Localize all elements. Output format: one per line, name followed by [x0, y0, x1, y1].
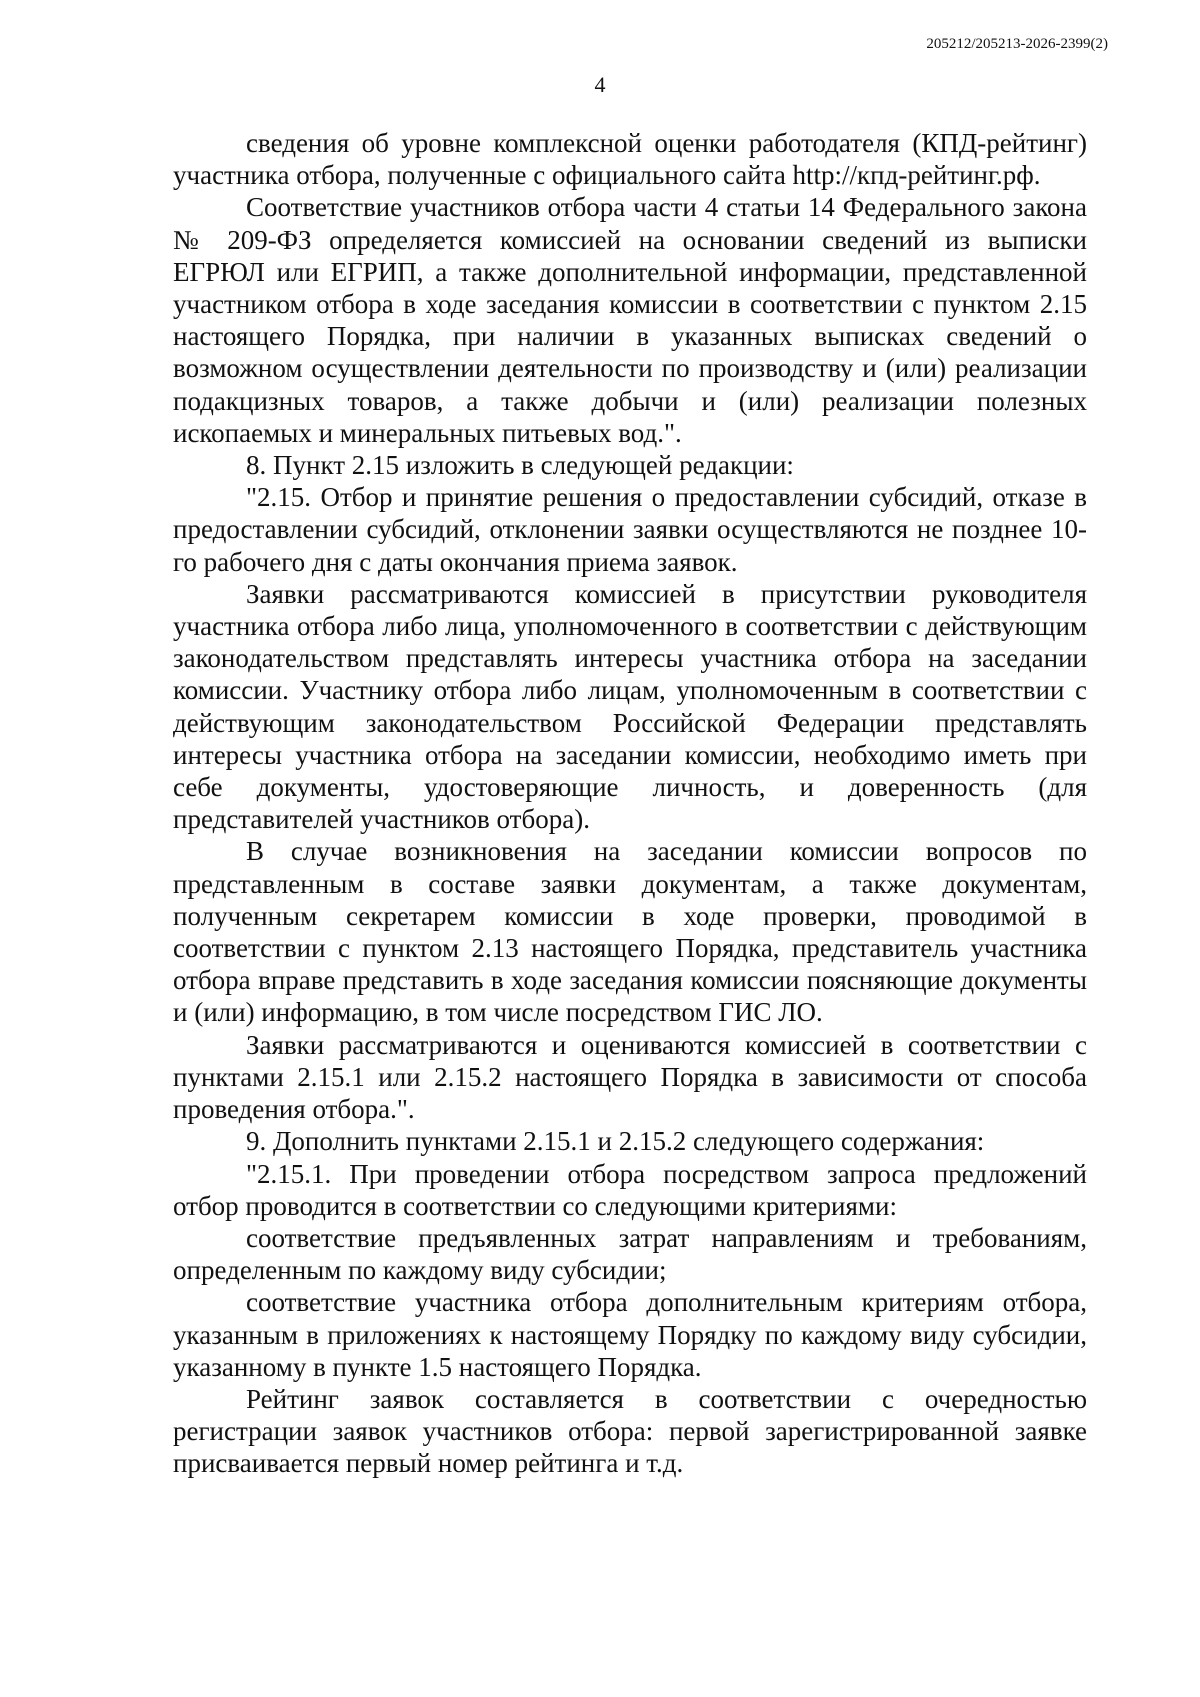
paragraph: Заявки рассматриваются комиссией в присутствии руководителя участника отбора либо лица, уполномоченного в соответствии с действующим законодательством представлять интересы участника отбора на заседании комиссии. Участнику отбора либо лицам, уполномоченным в соответствии с действующим законодательством Российской Федерации представлять интересы участника отбора на заседании комиссии, необходимо иметь при себе документы, удостоверяющие личность, и доверенность (для представителей участников отбора). [173, 578, 1087, 835]
paragraph: Соответствие участников отбора части 4 статьи 14 Федерального закона № 209-ФЗ определяется комиссией на основании сведений из выписки ЕГРЮЛ или ЕГРИП, а также дополнительной информации, представленной участником отбора в ходе заседания комиссии в соответствии с пунктом 2.15 настоящего Порядка, при наличии в указанных выписках сведений о возможном осуществлении деятельности по производству и (или) реализации подакцизных товаров, а также добычи и (или) реализации полезных ископаемых и минеральных питьевых вод.". [173, 192, 1087, 448]
paragraph: соответствие предъявленных затрат направлениям и требованиям, определенным по каждому виду субсидии; [173, 1222, 1087, 1286]
paragraph: 8. Пункт 2.15 изложить в следующей редакции: [246, 450, 794, 481]
paragraph: В случае возникновения на заседании комиссии вопросов по представленным в составе заявки документам, а также документам, полученным секретарем комиссии в ходе проверки, проводимой в соответствии с пунктом 2.13 настоящего Порядка, представитель участника отбора вправе представить в ходе заседания комиссии поясняющие документы и (или) информацию, в том числе посредством ГИС ЛО. [173, 836, 1087, 1028]
document-body [173, 127, 1087, 1480]
page-number: 4 [594, 72, 606, 97]
paragraph: 9. Дополнить пунктами 2.15.1 и 2.15.2 следующего содержания: [246, 1126, 985, 1157]
paragraph: "2.15.1. При проведении отбора посредством запроса предложений отбор проводится в соответствии со следующими критериями: [173, 1158, 1087, 1221]
document-id: 205212/205213-2026-2399(2) [926, 36, 1108, 52]
paragraph: Заявки рассматриваются и оцениваются комиссией в соответствии с пунктами 2.15.1 или 2.15.2 настоящего Порядка в зависимости от способа проведения отбора.". [173, 1029, 1087, 1125]
paragraph: сведения об уровне комплексной оценки работодателя (КПД-рейтинг) участника отбора, полученные с официального сайта http://кпд-рейтинг.рф. [173, 128, 1087, 191]
paragraph: соответствие участника отбора дополнительным критериям отбора, указанным в приложениях к настоящему Порядку по каждому виду субсидии, указанному в пункте 1.5 настоящего Порядка. [173, 1287, 1087, 1382]
paragraph: Рейтинг заявок составляется в соответствии с очередностью регистрации заявок участников отбора: первой зарегистрированной заявке присваивается первый номер рейтинга и т.д. [173, 1383, 1087, 1479]
paragraph: "2.15. Отбор и принятие решения о предоставлении субсидий, отказе в предоставлении субсидий, отклонении заявки осуществляются не позднее 10-го рабочего дня с даты окончания приема заявок. [173, 482, 1087, 577]
